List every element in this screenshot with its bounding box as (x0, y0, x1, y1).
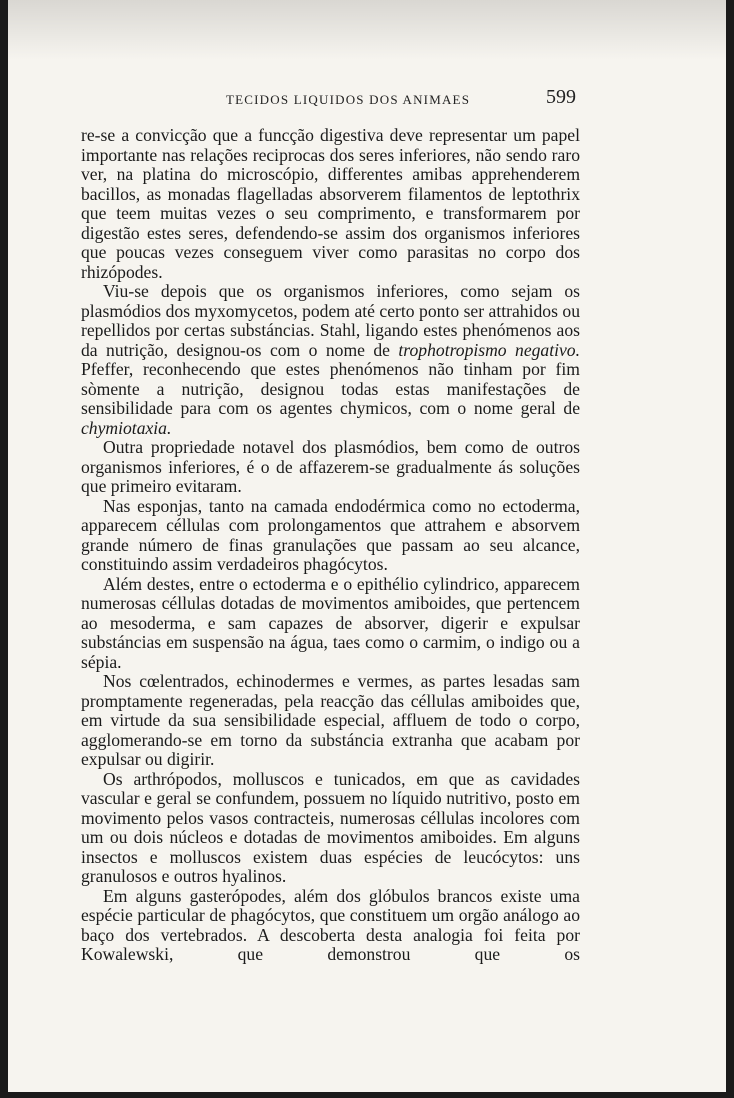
paragraph-sponges: Nas esponjas, tanto na camada endodérmica como no ectoderma, apparecem céllulas com prolongamentos que attrahem e absorvem grande número de finas granulações que passam ao seu alcance, constituindo assim verdadeiros phagócytos. (81, 495, 580, 574)
book-page (8, 0, 726, 1092)
paragraph-continuation: re-se a convicção que a funcção digestiva deve representar um papel importante nas relações reciprocas dos seres inferiores, não sendo raro ver, na platina do microscópio, differentes amibas apprehenderem bacillos, as monadas flagelladas absorverem filamentos de leptothrix que teem muitas vezes o seu comprimento, e transformarem por digestão estes seres, defendendo-se assim dos organismos inferiores que poucas vezes conseguem viver como parasitas no corpo dos rhizópodes. (81, 125, 580, 282)
body-text (81, 126, 580, 965)
paragraph-text: Pfeffer, reconhecendo que estes phenómenos não tinham por fim sòmente a nutrição, designou todas estas manifestações de sensibilidade para com os agentes chymicos, com o nome geral de (81, 359, 580, 418)
term-chymiotaxia: chymiotaxia. (81, 417, 172, 438)
paragraph-coelenterates: Nos cœlentrados, echinodermes e vermes, as partes lesadas sam promptamente regeneradas, pela reacção das céllulas amiboides que, em virtude da sua sensibilidade especial, affluem de todo o corpo, agglomerando-se em torno da substáncia extranha que acabam por expulsar ou digirir. (81, 671, 580, 769)
paragraph-plasmodia: Outra propriedade notavel dos plasmódios, bem como de outros organismos inferiores, é o de affazerem-se gradualmente ás soluções que primeiro evitaram. (81, 437, 580, 496)
term-trophotropism: trophotropismo negativo. (398, 339, 581, 360)
paragraph-mesoderm: Além destes, entre o ectoderma e o epithélio cylindrico, apparecem numerosas céllulas dotadas de movimentos amiboides, que pertencem ao mesoderma, e sam capazes de absorver, digerir e expulsar substáncias em suspensão na água, taes como o carmim, o indigo ou a sépia. (81, 573, 580, 672)
paragraph-arthropods: Os arthrópodos, molluscos e tunicados, em que as cavidades vascular e geral se confundem, possuem no líquido nutritivo, posto em movimento pelos vasos contracteis, numerosas céllulas incolores com um ou dois núcleos e dotadas de movimentos amiboides. Em alguns insectos e molluscos existem duas espécies de leucócytos: uns granulosos e outros hyalinos. (81, 768, 580, 886)
paragraph-gastropods: Em alguns gasterópodes, além dos glóbulos brancos existe uma espécie particular de phagócytos, que constituem um orgão análogo ao baço dos vertebrados. A descoberta desta analogia foi feita por Kowalewski, que demonstrou que os (81, 885, 580, 964)
scan-shadow (8, 0, 726, 60)
page-number: 599 (546, 86, 576, 108)
paragraph-chemotaxis (81, 282, 580, 438)
page-header (8, 86, 726, 114)
paragraph-text: Viu-se depois que os organismos inferiores, como sejam os plasmódios dos myxomycetos, podem até certo ponto ser attrahidos ou repellidos por certas substáncias. Stahl, ligando estes phenómenos aos da nutrição, designou-os com o nome de (81, 281, 580, 360)
running-title: TECIDOS LIQUIDOS DOS ANIMAES (226, 92, 471, 107)
